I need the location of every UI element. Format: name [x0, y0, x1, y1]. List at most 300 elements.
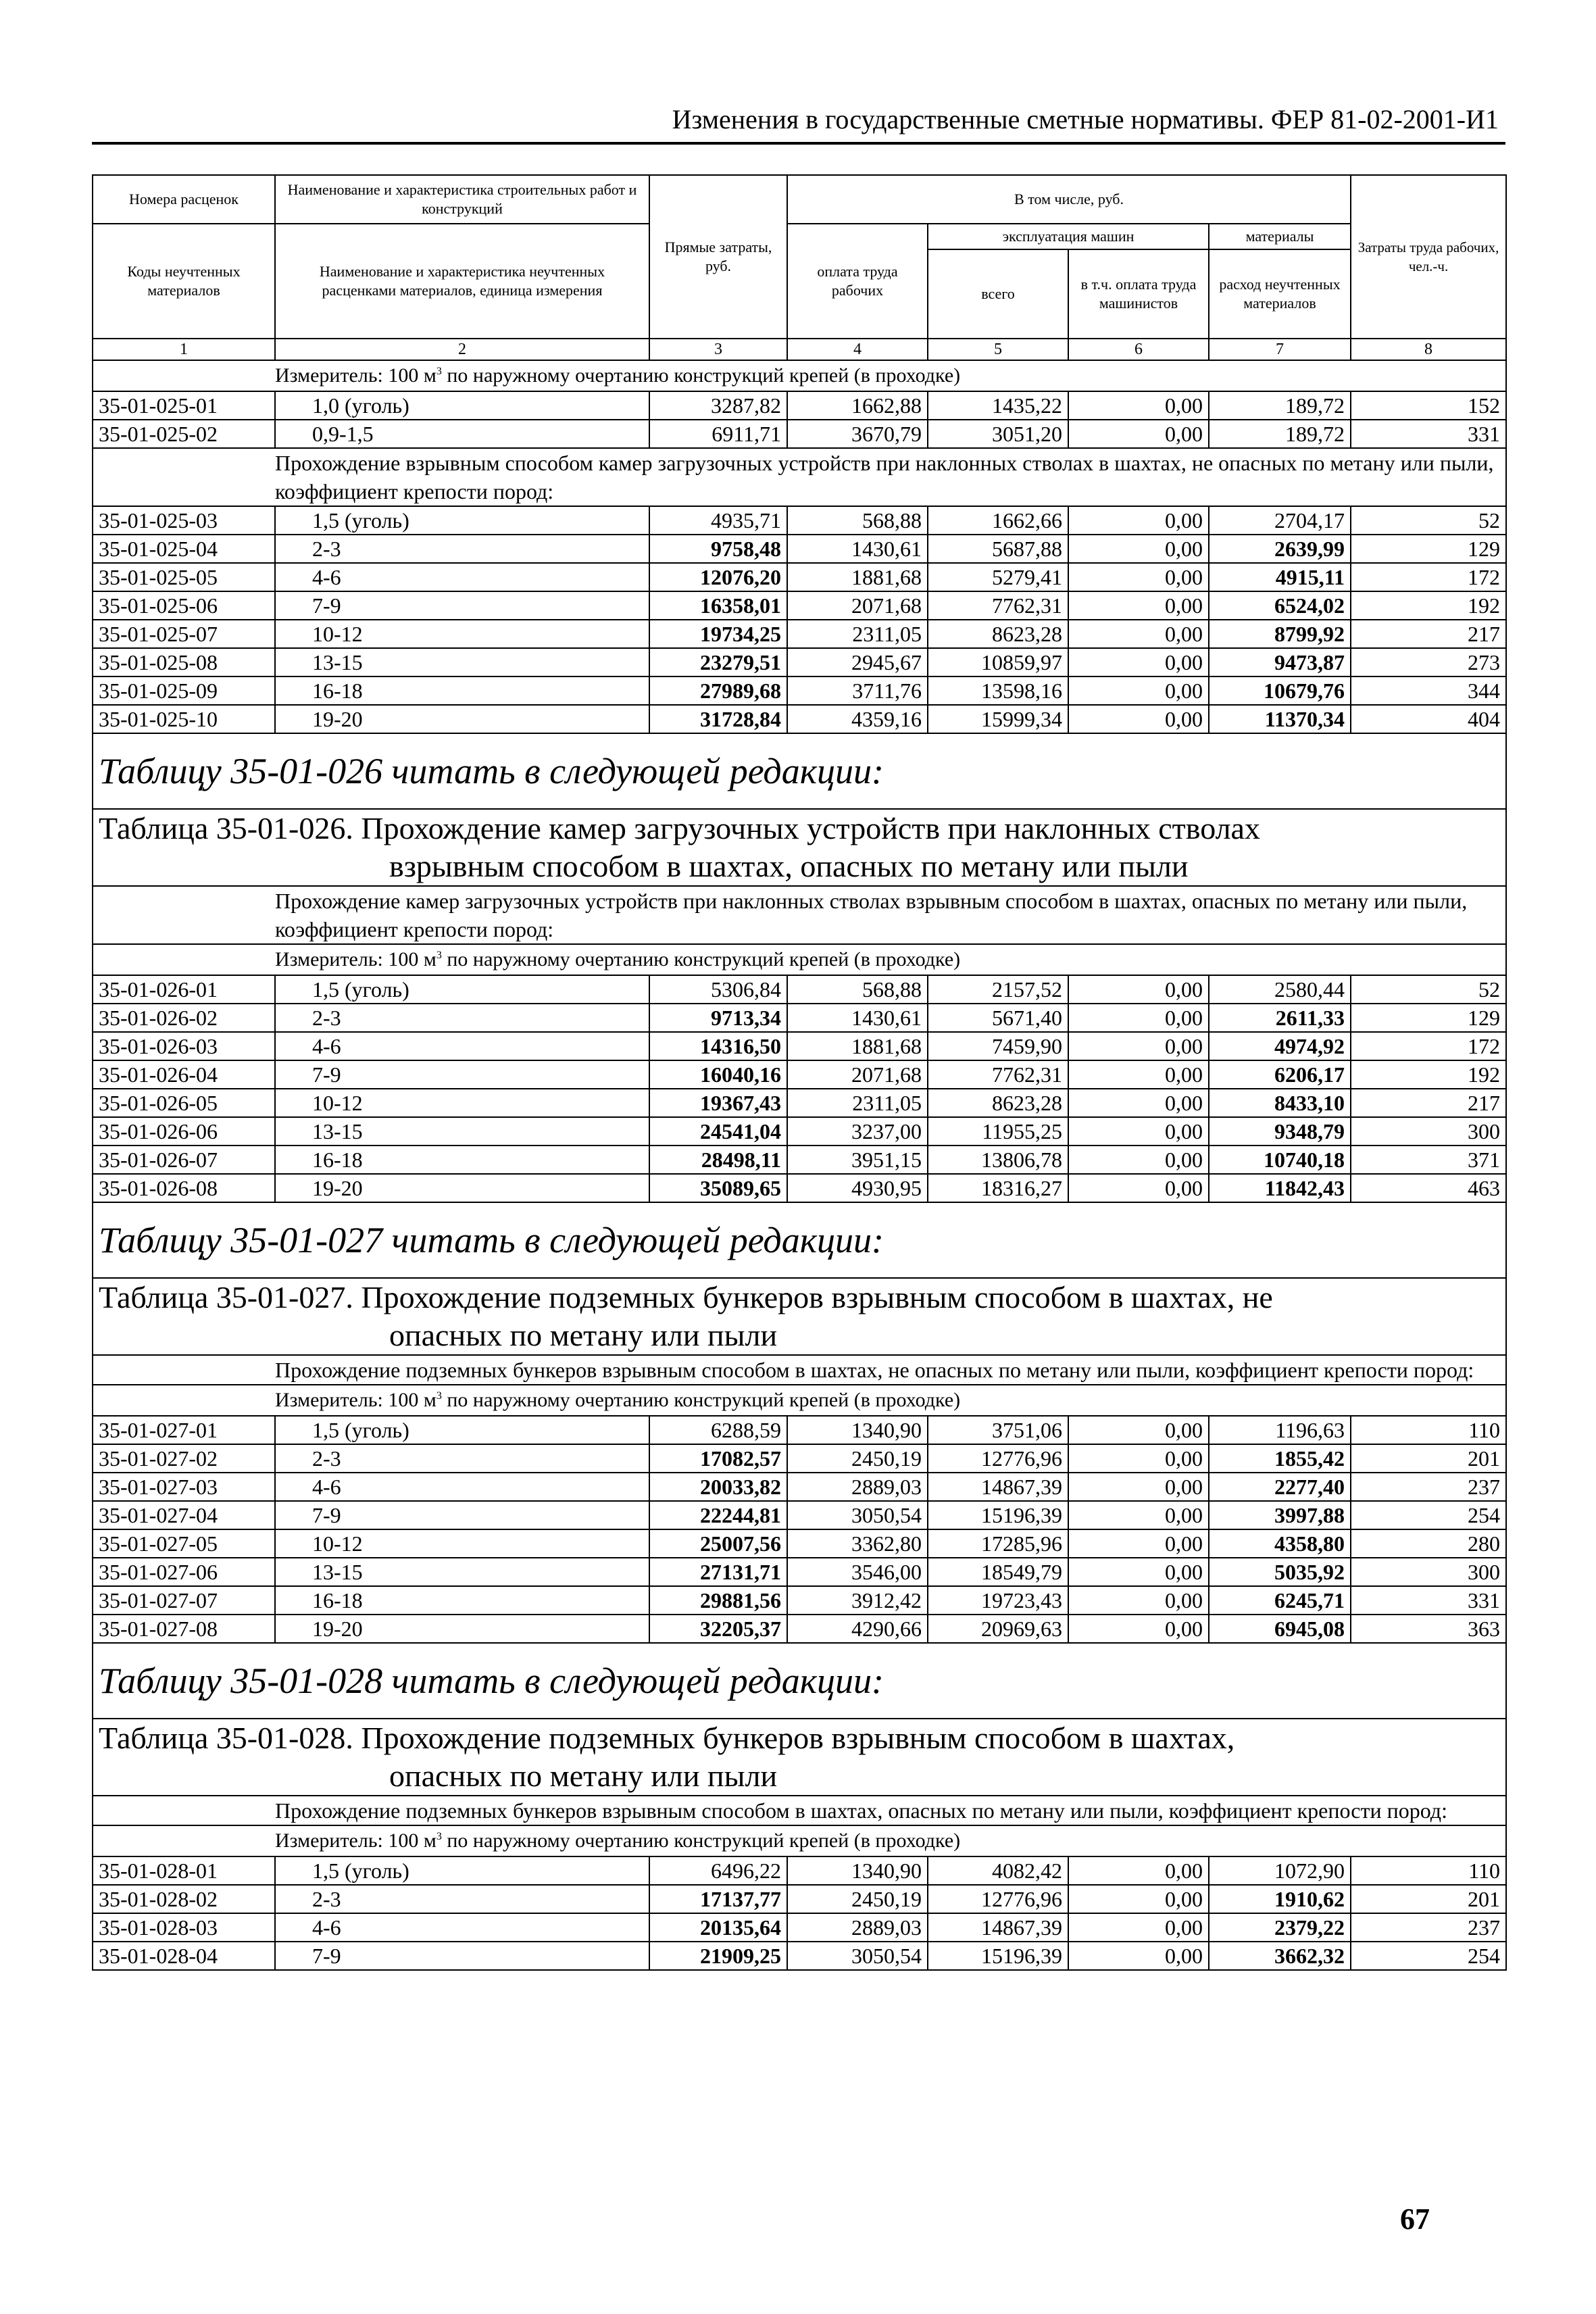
rate-name: 1,5 (уголь)	[275, 506, 649, 535]
table-row	[93, 975, 1506, 1004]
table-row	[93, 1885, 1506, 1913]
machines-total: 7459,90	[928, 1032, 1068, 1060]
machines-header: эксплуатация машин	[928, 224, 1209, 249]
machinist-wages: 0,00	[1068, 1032, 1209, 1060]
direct-costs: 3287,82	[649, 391, 787, 420]
col-number: 7	[1209, 339, 1351, 360]
rate-name: 2-3	[275, 1004, 649, 1032]
machinist-wages: 0,00	[1068, 620, 1209, 648]
materials: 5035,92	[1209, 1558, 1351, 1586]
table-row	[93, 1004, 1506, 1032]
materials: 1910,62	[1209, 1885, 1351, 1913]
table-row	[93, 1117, 1506, 1146]
table-row	[93, 1416, 1506, 1444]
materials: 6945,08	[1209, 1615, 1351, 1643]
col3-header: Прямые затраты, руб.	[649, 175, 787, 339]
direct-costs: 19734,25	[649, 620, 787, 648]
machines-total: 18316,27	[928, 1174, 1068, 1202]
table-row	[93, 1174, 1506, 1202]
rate-name: 13-15	[275, 1558, 649, 1586]
labor-hours: 300	[1351, 1117, 1506, 1146]
redaction-note: Таблицу 35-01-028 читать в следующей редакции:	[93, 1643, 1506, 1719]
materials: 3997,88	[1209, 1501, 1351, 1529]
worker-wages: 568,88	[787, 975, 928, 1004]
page-header	[92, 100, 1505, 145]
rate-code: 35-01-026-03	[93, 1032, 275, 1060]
labor-hours: 363	[1351, 1615, 1506, 1643]
machines-total: 11955,25	[928, 1117, 1068, 1146]
labor-hours: 331	[1351, 420, 1506, 448]
worker-wages: 2450,19	[787, 1885, 928, 1913]
redaction-row	[93, 733, 1506, 809]
machinist-wages: 0,00	[1068, 1529, 1209, 1558]
materials: 8433,10	[1209, 1089, 1351, 1117]
worker-wages: 2311,05	[787, 620, 928, 648]
direct-costs: 19367,43	[649, 1089, 787, 1117]
rate-code: 35-01-028-02	[93, 1885, 275, 1913]
machines-total: 7762,31	[928, 1060, 1068, 1089]
machines-total: 12776,96	[928, 1885, 1068, 1913]
rate-code: 35-01-026-08	[93, 1174, 275, 1202]
meter-text: Измеритель: 100 $м^3$ по наружному очертанию конструкций крепей (в проходке)	[275, 1385, 1506, 1416]
rate-name: 2-3	[275, 535, 649, 563]
machinist-wages: 0,00	[1068, 1942, 1209, 1970]
table-title: Таблица 35-01-026. Прохождение камер загрузочных устройств при наклонных стволах взрывным способом в шахтах, опасных по метану или пыли	[93, 809, 1506, 886]
labor-hours: 217	[1351, 1089, 1506, 1117]
table-row	[93, 1586, 1506, 1615]
direct-costs: 27989,68	[649, 676, 787, 705]
direct-costs: 32205,37	[649, 1615, 787, 1643]
col2-top-header: Наименование и характеристика строительных работ и конструкций	[275, 175, 649, 224]
table-row	[93, 1942, 1506, 1970]
direct-costs: 6911,71	[649, 420, 787, 448]
rate-code: 35-01-027-02	[93, 1444, 275, 1473]
section-row	[93, 1796, 1506, 1825]
table-row	[93, 676, 1506, 705]
materials: 4358,80	[1209, 1529, 1351, 1558]
direct-costs: 12076,20	[649, 563, 787, 591]
table-row	[93, 1529, 1506, 1558]
labor-hours: 237	[1351, 1473, 1506, 1501]
column-number-row	[93, 339, 1506, 360]
table-row	[93, 620, 1506, 648]
machinist-wages: 0,00	[1068, 676, 1209, 705]
rate-code: 35-01-028-04	[93, 1942, 275, 1970]
materials: 2379,22	[1209, 1913, 1351, 1942]
worker-wages: 2889,03	[787, 1913, 928, 1942]
direct-costs: 28498,11	[649, 1146, 787, 1174]
rate-name: 16-18	[275, 1586, 649, 1615]
machines-total: 13806,78	[928, 1146, 1068, 1174]
rate-code: 35-01-025-01	[93, 391, 275, 420]
section-row	[93, 886, 1506, 944]
labor-hours: 172	[1351, 1032, 1506, 1060]
machinist-wages: 0,00	[1068, 1473, 1209, 1501]
direct-costs: 35089,65	[649, 1174, 787, 1202]
rate-code: 35-01-027-08	[93, 1615, 275, 1643]
machines-total: 5687,88	[928, 535, 1068, 563]
rate-code: 35-01-025-03	[93, 506, 275, 535]
rate-code: 35-01-025-07	[93, 620, 275, 648]
machines-total: 2157,52	[928, 975, 1068, 1004]
col-number: 6	[1068, 339, 1209, 360]
table-row	[93, 563, 1506, 591]
direct-costs: 20135,64	[649, 1913, 787, 1942]
direct-costs: 22244,81	[649, 1501, 787, 1529]
machinist-wages: 0,00	[1068, 1060, 1209, 1089]
direct-costs: 17082,57	[649, 1444, 787, 1473]
table-row	[93, 705, 1506, 733]
rate-code: 35-01-025-06	[93, 591, 275, 620]
col-number: 5	[928, 339, 1068, 360]
worker-wages: 1430,61	[787, 1004, 928, 1032]
labor-hours: 331	[1351, 1586, 1506, 1615]
table-row	[93, 1615, 1506, 1643]
labor-hours: 192	[1351, 1060, 1506, 1089]
machinist-wages: 0,00	[1068, 1174, 1209, 1202]
worker-wages: 1340,90	[787, 1416, 928, 1444]
table-row	[93, 1089, 1506, 1117]
machinist-wages: 0,00	[1068, 1913, 1209, 1942]
rate-code: 35-01-025-05	[93, 563, 275, 591]
materials: 8799,92	[1209, 620, 1351, 648]
col2-bottom-header: Наименование и характеристика неучтенных расценками материалов, единица измерения	[275, 224, 649, 339]
materials: 6245,71	[1209, 1586, 1351, 1615]
rate-name: 19-20	[275, 1615, 649, 1643]
machinist-wages: 0,00	[1068, 1416, 1209, 1444]
labor-hours: 192	[1351, 591, 1506, 620]
labor-hours: 371	[1351, 1146, 1506, 1174]
col5-header: всего	[928, 249, 1068, 339]
table-row	[93, 591, 1506, 620]
machinist-wages: 0,00	[1068, 705, 1209, 733]
materials: 1855,42	[1209, 1444, 1351, 1473]
machines-total: 8623,28	[928, 620, 1068, 648]
machines-total: 5279,41	[928, 563, 1068, 591]
machines-total: 1435,22	[928, 391, 1068, 420]
machinist-wages: 0,00	[1068, 975, 1209, 1004]
machines-total: 18549,79	[928, 1558, 1068, 1586]
rate-name: 4-6	[275, 563, 649, 591]
labor-hours: 129	[1351, 1004, 1506, 1032]
table-row	[93, 1444, 1506, 1473]
worker-wages: 3546,00	[787, 1558, 928, 1586]
materials: 2639,99	[1209, 535, 1351, 563]
machines-total: 14867,39	[928, 1913, 1068, 1942]
direct-costs: 21909,25	[649, 1942, 787, 1970]
worker-wages: 1662,88	[787, 391, 928, 420]
direct-costs: 25007,56	[649, 1529, 787, 1558]
rate-name: 16-18	[275, 1146, 649, 1174]
direct-costs: 24541,04	[649, 1117, 787, 1146]
materials: 11842,43	[1209, 1174, 1351, 1202]
machines-total: 10859,97	[928, 648, 1068, 676]
rate-name: 1,5 (уголь)	[275, 975, 649, 1004]
machinist-wages: 0,00	[1068, 1146, 1209, 1174]
labor-hours: 201	[1351, 1444, 1506, 1473]
section-description: Прохождение подземных бункеров взрывным способом в шахтах, не опасных по метану или пыли, коэффициент крепости пород:	[275, 1355, 1506, 1385]
direct-costs: 6288,59	[649, 1416, 787, 1444]
labor-hours: 110	[1351, 1416, 1506, 1444]
col7-header: расход неучтенных материалов	[1209, 249, 1351, 339]
col-number: 1	[93, 339, 275, 360]
materials: 1072,90	[1209, 1856, 1351, 1885]
table-title: Таблица 35-01-028. Прохождение подземных бункеров взрывным способом в шахтах, опасных по метану или пыли	[93, 1719, 1506, 1796]
machinist-wages: 0,00	[1068, 535, 1209, 563]
rate-code: 35-01-026-05	[93, 1089, 275, 1117]
direct-costs: 27131,71	[649, 1558, 787, 1586]
materials: 4915,11	[1209, 563, 1351, 591]
rate-code: 35-01-027-03	[93, 1473, 275, 1501]
rate-name: 16-18	[275, 676, 649, 705]
worker-wages: 3912,42	[787, 1586, 928, 1615]
direct-costs: 31728,84	[649, 705, 787, 733]
direct-costs: 9713,34	[649, 1004, 787, 1032]
col-number: 8	[1351, 339, 1506, 360]
rate-code: 35-01-025-08	[93, 648, 275, 676]
direct-costs: 4935,71	[649, 506, 787, 535]
rate-code: 35-01-027-04	[93, 1501, 275, 1529]
materials: 1196,63	[1209, 1416, 1351, 1444]
table-row	[93, 1558, 1506, 1586]
worker-wages: 2311,05	[787, 1089, 928, 1117]
machines-total: 19723,43	[928, 1586, 1068, 1615]
rate-name: 7-9	[275, 1060, 649, 1089]
machines-total: 15196,39	[928, 1942, 1068, 1970]
worker-wages: 3050,54	[787, 1942, 928, 1970]
table-row	[93, 648, 1506, 676]
worker-wages: 3951,15	[787, 1146, 928, 1174]
labor-hours: 52	[1351, 975, 1506, 1004]
materials: 9348,79	[1209, 1117, 1351, 1146]
materials: 9473,87	[1209, 648, 1351, 676]
col-number: 3	[649, 339, 787, 360]
worker-wages: 4359,16	[787, 705, 928, 733]
rate-name: 4-6	[275, 1913, 649, 1942]
rate-name: 13-15	[275, 648, 649, 676]
table-row	[93, 1032, 1506, 1060]
machines-total: 1662,66	[928, 506, 1068, 535]
labor-hours: 254	[1351, 1942, 1506, 1970]
direct-costs: 16358,01	[649, 591, 787, 620]
labor-hours: 129	[1351, 535, 1506, 563]
table-row	[93, 1856, 1506, 1885]
labor-hours: 201	[1351, 1885, 1506, 1913]
rate-code: 35-01-027-05	[93, 1529, 275, 1558]
machinist-wages: 0,00	[1068, 1586, 1209, 1615]
labor-hours: 463	[1351, 1174, 1506, 1202]
redaction-row	[93, 1643, 1506, 1719]
materials: 11370,34	[1209, 705, 1351, 733]
rate-name: 1,0 (уголь)	[275, 391, 649, 420]
table-row	[93, 1501, 1506, 1529]
materials: 4974,92	[1209, 1032, 1351, 1060]
worker-wages: 3237,00	[787, 1117, 928, 1146]
rate-name: 10-12	[275, 1529, 649, 1558]
rate-name: 1,5 (уголь)	[275, 1856, 649, 1885]
machines-total: 8623,28	[928, 1089, 1068, 1117]
rate-code: 35-01-027-01	[93, 1416, 275, 1444]
worker-wages: 2889,03	[787, 1473, 928, 1501]
table-title-row	[93, 809, 1506, 886]
worker-wages: 2945,67	[787, 648, 928, 676]
worker-wages: 2071,68	[787, 591, 928, 620]
rate-code: 35-01-026-07	[93, 1146, 275, 1174]
labor-hours: 404	[1351, 705, 1506, 733]
col8-header: Затраты труда рабочих, чел.-ч.	[1351, 175, 1506, 339]
materials: 2277,40	[1209, 1473, 1351, 1501]
rate-code: 35-01-027-07	[93, 1586, 275, 1615]
labor-hours: 344	[1351, 676, 1506, 705]
worker-wages: 4290,66	[787, 1615, 928, 1643]
machinist-wages: 0,00	[1068, 391, 1209, 420]
table-title-row	[93, 1719, 1506, 1796]
direct-costs: 23279,51	[649, 648, 787, 676]
materials: 2611,33	[1209, 1004, 1351, 1032]
materials: 10679,76	[1209, 676, 1351, 705]
rate-code: 35-01-025-04	[93, 535, 275, 563]
worker-wages: 1340,90	[787, 1856, 928, 1885]
worker-wages: 3670,79	[787, 420, 928, 448]
machinist-wages: 0,00	[1068, 648, 1209, 676]
machinist-wages: 0,00	[1068, 420, 1209, 448]
section-row	[93, 1355, 1506, 1385]
machines-total: 13598,16	[928, 676, 1068, 705]
rate-code: 35-01-025-09	[93, 676, 275, 705]
meter-text: Измеритель: 100 $м^3$ по наружному очертанию конструкций крепей (в проходке)	[275, 1825, 1506, 1856]
direct-costs: 9758,48	[649, 535, 787, 563]
page-header-title: Изменения в государственные сметные нормативы. ФЕР 81-02-2001-И1	[672, 104, 1499, 134]
labor-hours: 254	[1351, 1501, 1506, 1529]
meter-row	[93, 1385, 1506, 1416]
table-row	[93, 1060, 1506, 1089]
direct-costs: 14316,50	[649, 1032, 787, 1060]
labor-hours: 52	[1351, 506, 1506, 535]
machines-total: 3051,20	[928, 420, 1068, 448]
col6-header: в т.ч. оплата труда машинистов	[1068, 249, 1209, 339]
machinist-wages: 0,00	[1068, 1004, 1209, 1032]
direct-costs: 29881,56	[649, 1586, 787, 1615]
col1-top-header: Номера расценок	[93, 175, 275, 224]
materials: 189,72	[1209, 420, 1351, 448]
machinist-wages: 0,00	[1068, 591, 1209, 620]
rate-name: 4-6	[275, 1473, 649, 1501]
machines-total: 4082,42	[928, 1856, 1068, 1885]
machines-total: 17285,96	[928, 1529, 1068, 1558]
worker-wages: 1430,61	[787, 535, 928, 563]
rate-name: 1,5 (уголь)	[275, 1416, 649, 1444]
materials: 2580,44	[1209, 975, 1351, 1004]
rate-code: 35-01-025-10	[93, 705, 275, 733]
col1-bottom-header: Коды неучтенных материалов	[93, 224, 275, 339]
rate-name: 10-12	[275, 1089, 649, 1117]
rate-name: 19-20	[275, 1174, 649, 1202]
worker-wages: 3050,54	[787, 1501, 928, 1529]
labor-hours: 273	[1351, 648, 1506, 676]
rate-name: 13-15	[275, 1117, 649, 1146]
labor-hours: 280	[1351, 1529, 1506, 1558]
worker-wages: 1881,68	[787, 563, 928, 591]
rate-code: 35-01-025-02	[93, 420, 275, 448]
machinist-wages: 0,00	[1068, 1501, 1209, 1529]
machines-total: 14867,39	[928, 1473, 1068, 1501]
materials-header: материалы	[1209, 224, 1351, 249]
machines-total: 5671,40	[928, 1004, 1068, 1032]
rate-name: 19-20	[275, 705, 649, 733]
col4-header: оплата труда рабочих	[787, 224, 928, 339]
machines-total: 7762,31	[928, 591, 1068, 620]
direct-costs: 5306,84	[649, 975, 787, 1004]
machinist-wages: 0,00	[1068, 1117, 1209, 1146]
materials: 3662,32	[1209, 1942, 1351, 1970]
labor-hours: 152	[1351, 391, 1506, 420]
page-number: 67	[1400, 2202, 1430, 2236]
redaction-row	[93, 1202, 1506, 1278]
materials: 6524,02	[1209, 591, 1351, 620]
worker-wages: 3711,76	[787, 676, 928, 705]
table-title-row	[93, 1278, 1506, 1355]
meter-row: Измеритель: 100 $м^3$ по наружному очертанию конструкций крепей (в проходке)	[93, 360, 1506, 391]
col-number: 2	[275, 339, 649, 360]
machinist-wages: 0,00	[1068, 1856, 1209, 1885]
worker-wages: 3362,80	[787, 1529, 928, 1558]
machinist-wages: 0,00	[1068, 1444, 1209, 1473]
machinist-wages: 0,00	[1068, 1089, 1209, 1117]
rate-name: 7-9	[275, 1501, 649, 1529]
direct-costs: 6496,22	[649, 1856, 787, 1885]
materials: 6206,17	[1209, 1060, 1351, 1089]
machinist-wages: 0,00	[1068, 506, 1209, 535]
labor-hours: 300	[1351, 1558, 1506, 1586]
rate-name: 7-9	[275, 1942, 649, 1970]
worker-wages: 2071,68	[787, 1060, 928, 1089]
rate-name: 0,9-1,5	[275, 420, 649, 448]
rate-name: 2-3	[275, 1444, 649, 1473]
table-row	[93, 535, 1506, 563]
machines-total: 15999,34	[928, 705, 1068, 733]
rate-code: 35-01-026-06	[93, 1117, 275, 1146]
rates-table	[92, 174, 1507, 1971]
materials: 2704,17	[1209, 506, 1351, 535]
labor-hours: 110	[1351, 1856, 1506, 1885]
materials: 189,72	[1209, 391, 1351, 420]
rate-name: 10-12	[275, 620, 649, 648]
rate-code: 35-01-026-04	[93, 1060, 275, 1089]
redaction-note: Таблицу 35-01-026 читать в следующей редакции:	[93, 733, 1506, 809]
worker-wages: 4930,95	[787, 1174, 928, 1202]
rate-name: 4-6	[275, 1032, 649, 1060]
rate-name: 7-9	[275, 591, 649, 620]
machines-total: 15196,39	[928, 1501, 1068, 1529]
redaction-note: Таблицу 35-01-027 читать в следующей редакции:	[93, 1202, 1506, 1278]
meter-row	[93, 944, 1506, 975]
rate-code: 35-01-026-01	[93, 975, 275, 1004]
direct-costs: 20033,82	[649, 1473, 787, 1501]
machinist-wages: 0,00	[1068, 563, 1209, 591]
table-row	[93, 1473, 1506, 1501]
table-row	[93, 1913, 1506, 1942]
section-description: Прохождение камер загрузочных устройств при наклонных стволах взрывным способом в шахтах, опасных по метану или пыли, коэффициент крепости пород:	[275, 886, 1506, 944]
rate-code: 35-01-026-02	[93, 1004, 275, 1032]
rate-code: 35-01-027-06	[93, 1558, 275, 1586]
meter-text: Измеритель: 100 $м^3$ по наружному очертанию конструкций крепей (в проходке)	[275, 944, 1506, 975]
labor-hours: 237	[1351, 1913, 1506, 1942]
worker-wages: 568,88	[787, 506, 928, 535]
machines-total: 20969,63	[928, 1615, 1068, 1643]
labor-hours: 217	[1351, 620, 1506, 648]
materials: 10740,18	[1209, 1146, 1351, 1174]
table-row	[93, 1146, 1506, 1174]
